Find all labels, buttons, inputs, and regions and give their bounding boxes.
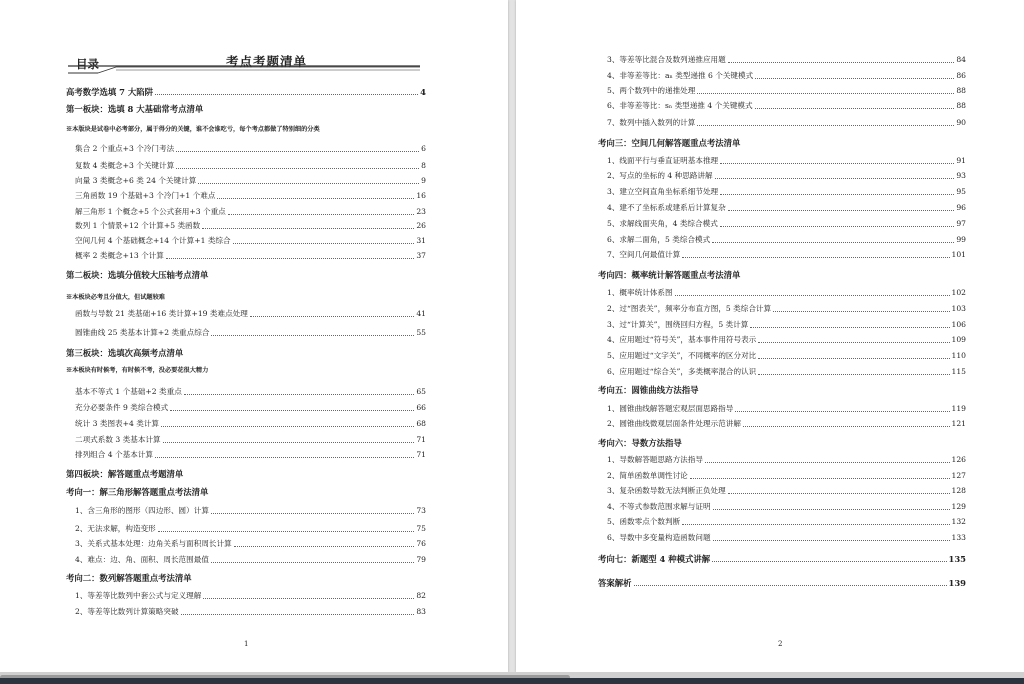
toc-note bbox=[0, 123, 426, 137]
dot-leader bbox=[184, 394, 415, 395]
toc-entry-title: 1、导数解答题思路方法指导 bbox=[607, 455, 703, 464]
dot-leader bbox=[758, 374, 949, 375]
toc-entry-title: 统计 3 类图表+4 类计算 bbox=[75, 419, 160, 428]
toc-section-heading[interactable] bbox=[516, 268, 966, 282]
toc-page-number: 91 bbox=[956, 156, 966, 165]
toc-entry-title: 2、写点的坐标的 4 种思路讲解 bbox=[607, 171, 713, 180]
toc-page-number: 82 bbox=[416, 591, 426, 600]
toc-entry[interactable] bbox=[0, 385, 426, 399]
toc-entry-title: ※本板块有时候考，有时候不考，没必要花很大精力 bbox=[66, 367, 209, 374]
toc-entry-title: 3、复杂函数导数无法判断正负处理 bbox=[607, 486, 726, 495]
dot-leader bbox=[713, 540, 950, 541]
toc-entry-title: 5、应用题过“文字关”，不同概率的区分对比 bbox=[607, 351, 757, 360]
dot-leader bbox=[712, 242, 954, 243]
toc-section-heading[interactable] bbox=[0, 467, 426, 481]
toc-entry-title: 6、导数中多变量构造函数问题 bbox=[607, 533, 711, 542]
toc-page-number: 95 bbox=[956, 187, 966, 196]
dot-leader bbox=[181, 614, 415, 615]
toc-page-number: 4 bbox=[420, 87, 426, 97]
dot-leader bbox=[720, 194, 954, 195]
toc-entry-title: 4、不等式参数范围求解与证明 bbox=[607, 502, 711, 511]
toc-entry[interactable] bbox=[516, 99, 966, 113]
toc-page-number: 65 bbox=[416, 387, 426, 396]
toc-entry[interactable] bbox=[516, 402, 966, 416]
toc-entry[interactable] bbox=[0, 189, 426, 203]
dot-leader bbox=[697, 93, 954, 94]
toc-page-number: 23 bbox=[416, 207, 426, 216]
toc-page-number: 6 bbox=[421, 144, 426, 153]
toc-section-heading[interactable] bbox=[516, 552, 966, 566]
toc-entry-title: 1、圆锥曲线解答题宏观层面思路指导 bbox=[607, 404, 734, 413]
toc-entry-title: 2、圆锥曲线微观层面条件处理示范讲解 bbox=[607, 419, 741, 428]
toc-entry-title: 4、应用题过“符号关”，基本事件用符号表示 bbox=[607, 335, 757, 344]
dot-leader bbox=[758, 342, 949, 343]
toc-entry[interactable] bbox=[0, 159, 426, 173]
toc-entry-title: 考向四：概率统计解答题重点考法清单 bbox=[598, 270, 741, 280]
toc-page-number: 109 bbox=[951, 335, 966, 344]
toc-entry[interactable] bbox=[516, 515, 966, 529]
toc-entry-title: 基本不等式 1 个基础+2 类重点 bbox=[75, 387, 182, 396]
toc-entry[interactable] bbox=[516, 302, 966, 316]
toc-page-number: 93 bbox=[956, 171, 966, 180]
toc-page-number: 84 bbox=[956, 55, 966, 64]
toc-entry-title: 考向五：圆锥曲线方法指导 bbox=[598, 385, 699, 395]
dot-leader bbox=[705, 462, 950, 463]
toc-entry[interactable] bbox=[516, 169, 966, 183]
toc-page-number: 102 bbox=[951, 288, 966, 297]
toc-entry-title: 三角函数 19 个基础+3 个冷门+1 个难点 bbox=[75, 191, 216, 200]
toc-section-heading[interactable] bbox=[0, 346, 426, 360]
toc-page-number: 133 bbox=[951, 533, 966, 542]
dot-leader bbox=[155, 457, 414, 458]
toc-entry[interactable] bbox=[516, 116, 966, 130]
toc-page-number: 16 bbox=[416, 191, 426, 200]
toc-entry-title: ※本版块是试卷中必考部分，属于得分的关键，谁不会谁吃亏，每个考点都做了特别细的分类 bbox=[66, 126, 320, 133]
toc-entry-title: 4、建不了坐标系或建系后计算复杂 bbox=[607, 203, 726, 212]
toc-entry[interactable] bbox=[516, 286, 966, 300]
dot-leader bbox=[682, 257, 949, 258]
toc-page-number: 41 bbox=[416, 309, 426, 318]
toc-label: 目录 bbox=[76, 57, 99, 71]
toc-entry[interactable] bbox=[0, 605, 426, 619]
toc-entry[interactable] bbox=[516, 185, 966, 199]
toc-entry-title: 考向三：空间几何解答题重点考法清单 bbox=[598, 138, 741, 148]
toc-page-number: 128 bbox=[951, 486, 966, 495]
toc-entry-title: 4、非等差等比：aₙ 类型递推 6 个关键模式 bbox=[607, 71, 754, 80]
dot-leader bbox=[728, 62, 955, 63]
toc-entry-title: 答案解析 bbox=[598, 578, 632, 588]
toc-page-number: 88 bbox=[956, 86, 966, 95]
toc-page-number: 129 bbox=[951, 502, 966, 511]
toc-entry-title: 4、难点：边、角、面积、周长范围最值 bbox=[75, 555, 209, 564]
toc-entry-title: 集合 2 个重点+3 个冷门考法 bbox=[75, 144, 175, 153]
dot-leader bbox=[720, 163, 954, 164]
toc-entry-title: 7、空间几何最值计算 bbox=[607, 250, 681, 259]
toc-entry[interactable] bbox=[516, 248, 966, 262]
toc-section-heading[interactable] bbox=[516, 436, 966, 450]
status-bar bbox=[0, 678, 1024, 684]
toc-entry[interactable] bbox=[0, 219, 426, 233]
dot-leader bbox=[211, 335, 414, 336]
dot-leader bbox=[720, 226, 955, 227]
toc-page-number: 119 bbox=[951, 404, 966, 413]
toc-entry-title: 6、非等差等比：sₙ 类型递推 4 个关键模式 bbox=[607, 101, 753, 110]
toc-page-number: 88 bbox=[956, 101, 966, 110]
toc-entry-title: 排列组合 4 个基本计算 bbox=[75, 450, 154, 459]
toc-page-number: 66 bbox=[416, 403, 426, 412]
dot-leader bbox=[250, 316, 414, 317]
dot-leader bbox=[158, 531, 415, 532]
toc-page-number: 132 bbox=[951, 517, 966, 526]
dot-leader bbox=[198, 183, 419, 184]
toc-entry-title: 考向二：数列解答题重点考法清单 bbox=[66, 573, 192, 583]
toc-page-number: 96 bbox=[956, 203, 966, 212]
dot-leader bbox=[217, 198, 414, 199]
toc-entry[interactable] bbox=[516, 318, 966, 332]
toc-entry-title: 3、建立空间直角坐标系细节处理 bbox=[607, 187, 719, 196]
toc-page-number: 79 bbox=[416, 555, 426, 564]
dot-leader bbox=[758, 358, 949, 359]
toc-entry-title: 第一板块：选填 8 大基础常考点清单 bbox=[66, 104, 204, 114]
toc-entry[interactable] bbox=[0, 174, 426, 188]
toc-section-heading[interactable] bbox=[516, 576, 966, 590]
toc-page-number: 115 bbox=[951, 367, 966, 376]
toc-page-number: 126 bbox=[951, 455, 966, 464]
toc-section-heading[interactable] bbox=[0, 102, 426, 116]
dot-leader bbox=[170, 410, 414, 411]
dot-leader bbox=[773, 311, 949, 312]
toc-entry-title: 2、简单函数单调性讨论 bbox=[607, 471, 688, 480]
document-page-2 bbox=[516, 0, 1024, 672]
toc-entry[interactable] bbox=[516, 233, 966, 247]
toc-page-number: 97 bbox=[956, 219, 966, 228]
toc-entry-title: 6、求解二面角，5 类综合模式 bbox=[607, 235, 711, 244]
dot-leader bbox=[228, 214, 415, 215]
toc-entry[interactable] bbox=[516, 84, 966, 98]
toc-entry-title: 3、等差等比混合及数列递推应用题 bbox=[607, 55, 726, 64]
toc-entry[interactable] bbox=[0, 234, 426, 248]
toc-note bbox=[0, 291, 426, 305]
dot-leader bbox=[634, 585, 947, 586]
dot-leader bbox=[675, 295, 950, 296]
dot-leader bbox=[728, 210, 955, 211]
toc-page-number: 83 bbox=[416, 607, 426, 616]
toc-entry[interactable] bbox=[0, 307, 426, 321]
dot-leader bbox=[155, 94, 418, 95]
toc-entry-title: 充分必要条件 9 类综合模式 bbox=[75, 403, 169, 412]
toc-entry[interactable] bbox=[0, 326, 426, 340]
toc-page-number: 31 bbox=[416, 236, 426, 245]
toc-entry[interactable] bbox=[516, 69, 966, 83]
toc-entry-title: 考向七：新题型 4 种模式讲解 bbox=[598, 554, 711, 564]
toc-entry-title: 圆锥曲线 25 类基本计算+2 类重点综合 bbox=[75, 328, 210, 337]
toc-entry-title: 考向一：解三角形解答题重点考法清单 bbox=[66, 487, 209, 497]
toc-entry-title: 1、线面平行与垂直证明基本推理 bbox=[607, 156, 719, 165]
toc-entry-title: 3、过“计算关”，围绕回归方程，5 类计算 bbox=[607, 320, 749, 329]
toc-entry[interactable] bbox=[0, 205, 426, 219]
toc-entry-title: 5、函数零点个数判断 bbox=[607, 517, 681, 526]
toc-entry-title: 1、概率统计体系图 bbox=[607, 288, 673, 297]
dot-leader bbox=[176, 151, 419, 152]
toc-note bbox=[0, 364, 426, 378]
toc-page-number: 37 bbox=[416, 251, 426, 260]
toc-entry-title: 5、两个数列中的递推处理 bbox=[607, 86, 696, 95]
toc-page-number: 90 bbox=[956, 118, 966, 127]
dot-leader bbox=[690, 478, 950, 479]
toc-entry[interactable] bbox=[516, 531, 966, 545]
toc-page-number: 121 bbox=[951, 419, 966, 428]
toc-page-number: 73 bbox=[416, 506, 426, 515]
dot-leader bbox=[682, 524, 949, 525]
toc-entry-title: 2、过“图表关”，频率分布直方图，5 类综合计算 bbox=[607, 304, 772, 313]
page-number: 1 bbox=[244, 640, 249, 648]
toc-page-number: 55 bbox=[416, 328, 426, 337]
toc-page-number: 139 bbox=[948, 578, 966, 588]
toc-entry-title: 7、数列中插入数列的计算 bbox=[607, 118, 696, 127]
page-title: 考点考题清单 bbox=[226, 54, 308, 69]
toc-entry-title: 第三板块：选填次高频考点清单 bbox=[66, 348, 184, 358]
toc-entry-title: 向量 3 类概念+6 类 24 个关键计算 bbox=[75, 176, 197, 185]
toc-entry[interactable] bbox=[0, 553, 426, 567]
dot-leader bbox=[166, 258, 414, 259]
toc-section-heading[interactable] bbox=[0, 571, 426, 585]
toc-entry[interactable] bbox=[0, 401, 426, 415]
toc-entry[interactable] bbox=[0, 417, 426, 431]
dot-leader bbox=[743, 426, 950, 427]
toc-page-number: 135 bbox=[948, 554, 966, 564]
toc-entry-title: 解三角形 1 个概念+5 个公式套用+3 个重点 bbox=[75, 207, 226, 216]
toc-entry-title: 空间几何 4 个基础概念+14 个计算+1 类综合 bbox=[75, 236, 231, 245]
toc-page-number: 71 bbox=[416, 450, 426, 459]
toc-entry[interactable] bbox=[0, 504, 426, 518]
toc-entry[interactable] bbox=[516, 417, 966, 431]
toc-entry-title: 3、关系式基本处理：边角关系与面积周长计算 bbox=[75, 539, 232, 548]
toc-entry-title: 5、求解线面夹角，4 类综合模式 bbox=[607, 219, 718, 228]
toc-entry[interactable] bbox=[516, 349, 966, 363]
toc-entry[interactable] bbox=[0, 433, 426, 447]
toc-page-number: 101 bbox=[951, 250, 966, 259]
toc-entry[interactable] bbox=[0, 249, 426, 263]
toc-entry[interactable] bbox=[516, 154, 966, 168]
toc-entry-title: ※本板块必考且分值大，但试题较难 bbox=[66, 294, 165, 301]
toc-entry[interactable] bbox=[516, 53, 966, 67]
dot-leader bbox=[163, 442, 415, 443]
toc-entry[interactable] bbox=[516, 333, 966, 347]
toc-page-number: 103 bbox=[951, 304, 966, 313]
toc-entry-title: 概率 2 类概念+13 个计算 bbox=[75, 251, 164, 260]
dot-leader bbox=[750, 327, 949, 328]
dot-leader bbox=[176, 168, 419, 169]
dot-leader bbox=[211, 562, 414, 563]
toc-entry-title: 二项式系数 3 类基本计算 bbox=[75, 435, 161, 444]
page-number: 2 bbox=[778, 640, 783, 648]
dot-leader bbox=[233, 243, 415, 244]
toc-entry[interactable] bbox=[516, 484, 966, 498]
toc-section-heading[interactable] bbox=[0, 485, 426, 499]
toc-entry-title: 2、等差等比数列计算策略突破 bbox=[75, 607, 179, 616]
dot-leader bbox=[202, 228, 414, 229]
toc-page-number: 76 bbox=[416, 539, 426, 548]
toc-page-number: 106 bbox=[951, 320, 966, 329]
toc-entry-title: 2、无法求解，构造变形 bbox=[75, 524, 156, 533]
dot-leader bbox=[735, 411, 949, 412]
dot-leader bbox=[713, 509, 950, 510]
toc-entry[interactable] bbox=[516, 365, 966, 379]
toc-entry-title: 1、等差等比数列中套公式与定义理解 bbox=[75, 591, 202, 600]
toc-section-heading[interactable] bbox=[0, 85, 426, 99]
toc-page-number: 8 bbox=[421, 161, 426, 170]
dot-leader bbox=[715, 178, 955, 179]
toc-entry-title: 6、应用题过“综合关”，多类概率混合的认识 bbox=[607, 367, 757, 376]
toc-page-number: 71 bbox=[416, 435, 426, 444]
toc-page-number: 127 bbox=[951, 471, 966, 480]
dot-leader bbox=[728, 493, 950, 494]
dot-leader bbox=[697, 125, 954, 126]
toc-page-number: 75 bbox=[416, 524, 426, 533]
toc-entry-title: 第二板块：选填分值较大压轴考点清单 bbox=[66, 270, 209, 280]
dot-leader bbox=[211, 513, 414, 514]
toc-entry[interactable] bbox=[516, 201, 966, 215]
dot-leader bbox=[755, 78, 954, 79]
dot-leader bbox=[161, 426, 414, 427]
toc-entry[interactable] bbox=[0, 142, 426, 156]
document-page-1 bbox=[0, 0, 508, 672]
toc-page-number: 26 bbox=[416, 221, 426, 230]
dot-leader bbox=[203, 598, 414, 599]
toc-section-heading[interactable] bbox=[516, 136, 966, 150]
toc-entry-title: 数列 1 个情景+12 个计算+5 类函数 bbox=[75, 221, 201, 230]
toc-page-number: 9 bbox=[421, 176, 426, 185]
toc-entry-title: 1、含三角形的图形（四边形、圆）计算 bbox=[75, 506, 209, 515]
toc-page-number: 68 bbox=[416, 419, 426, 428]
toc-page-number: 99 bbox=[956, 235, 966, 244]
toc-entry[interactable] bbox=[516, 469, 966, 483]
toc-entry-title: 复数 4 类概念+3 个关键计算 bbox=[75, 161, 175, 170]
toc-entry[interactable] bbox=[516, 453, 966, 467]
toc-entry-title: 第四板块：解答题重点考题清单 bbox=[66, 469, 184, 479]
toc-entry[interactable] bbox=[516, 217, 966, 231]
toc-entry[interactable] bbox=[0, 448, 426, 462]
toc-entry-title: 考向六：导数方法指导 bbox=[598, 438, 682, 448]
header-rule bbox=[68, 64, 420, 76]
toc-page-number: 86 bbox=[956, 71, 966, 80]
toc-entry-title: 函数与导数 21 类基础+16 类计算+19 类难点处理 bbox=[75, 309, 248, 318]
toc-entry[interactable] bbox=[516, 500, 966, 514]
toc-entry[interactable] bbox=[0, 537, 426, 551]
dot-leader bbox=[234, 546, 415, 547]
dot-leader bbox=[755, 108, 955, 109]
dot-leader bbox=[712, 561, 946, 562]
toc-entry[interactable] bbox=[0, 589, 426, 603]
toc-section-heading[interactable] bbox=[516, 383, 966, 397]
toc-entry-title: 高考数学选填 7 大陷阱 bbox=[66, 87, 154, 97]
toc-section-heading[interactable] bbox=[0, 268, 426, 282]
toc-page-number: 110 bbox=[951, 351, 966, 360]
toc-entry[interactable] bbox=[0, 522, 426, 536]
